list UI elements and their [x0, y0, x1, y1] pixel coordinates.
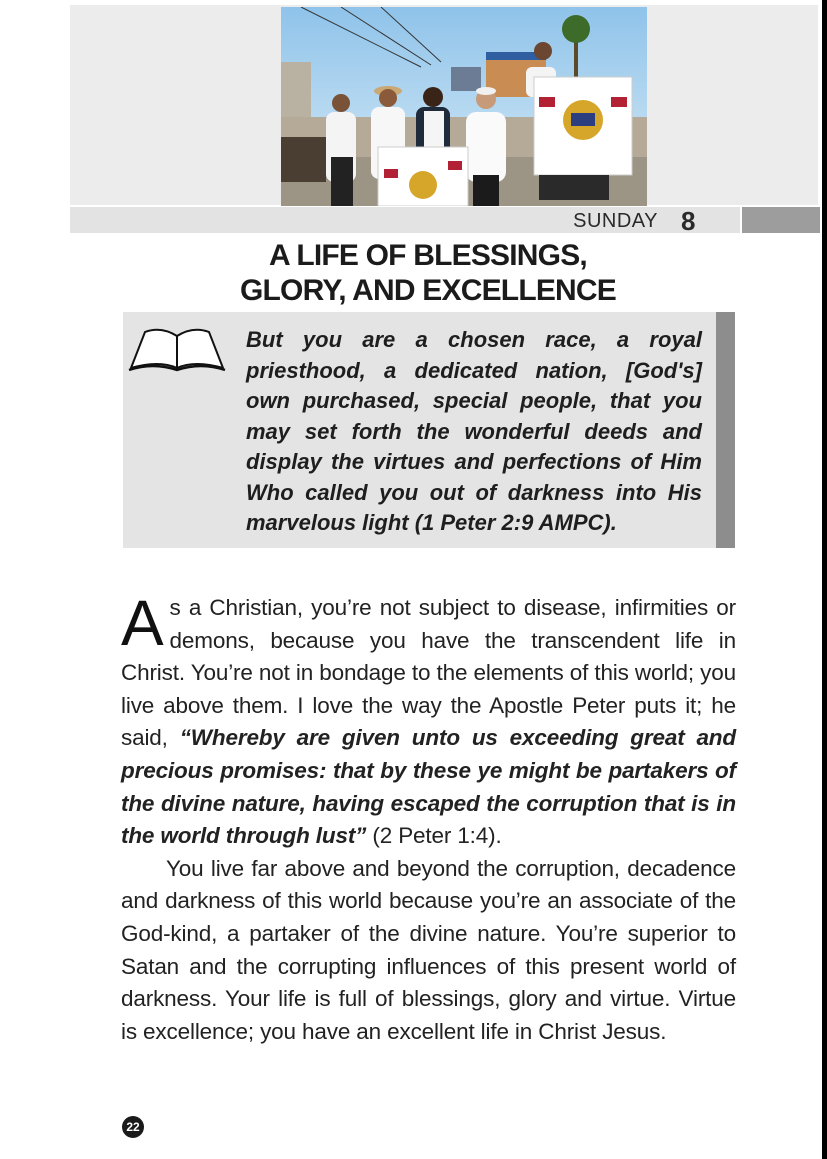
group-photo [281, 7, 647, 206]
scripture-reference: (2 Peter 1:4). [366, 823, 502, 849]
open-book-icon [127, 324, 227, 372]
page-title [90, 238, 766, 308]
title-line-2: GLORY, AND EXCELLENCE [239, 274, 616, 307]
devotional-body [121, 587, 736, 1048]
day-label: SUNDAY [573, 210, 658, 232]
scripture-verse: But you are a chosen race, a royal priesthood, a dedicated nation, [God's] own purchased, special people, that you may set forth the wonderful deeds and display the virtues and perfections of Him Who called you out of darkness into His marvelous light (1 Peter 2:9 AMPC). [246, 327, 702, 535]
page-number-badge: 22 [122, 1116, 144, 1138]
scripture-quote: “Whereby are given unto us exceeding great and precious promises: that by these ye might be partakers of the divine nature, having escaped the corruption that is in the world through lust” [121, 725, 736, 849]
day-number: 8 [681, 206, 696, 236]
day-bar-accent [742, 207, 820, 233]
title-line-1: A LIFE OF BLESSINGS, [269, 239, 587, 272]
paragraph-1-intro: s a Christian, you’re not subject to disease, infirmities or demons, because you have the transcendent life in Christ. You’re not in bondage to the elements of this world; you live above them. I love the way the Apostle Peter puts it; he said, [121, 595, 736, 751]
drop-cap: A [121, 587, 164, 659]
paragraph-1 [121, 587, 736, 853]
verse-box-edge [716, 312, 735, 548]
paragraph-2: You live far above and beyond the corruption, decadence and darkness of this world because you’re an associate of the God-kind, a partaker of the divine nature. You’re superior to Satan and the corrupting influences of this present world of darkness. Your life is full of blessings, glory and virtue. Virtue is excellence; you have an excellent life in Christ Jesus. [121, 855, 736, 1044]
